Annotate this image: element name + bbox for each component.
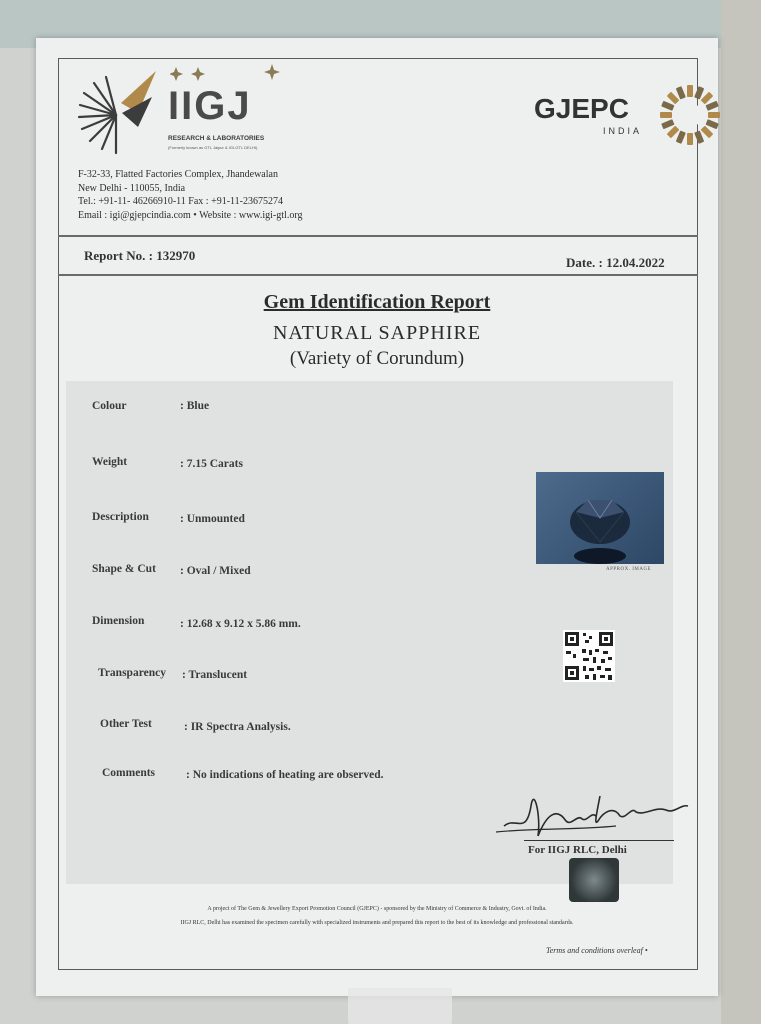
footer-project-line: A project of The Gem & Jewellery Export Promotion Council (GJEPC) - sponsored by the Ministry of Commerce & Industry, Govt. of India. (207, 906, 547, 912)
report-divider (58, 274, 698, 276)
report-title: Gem Identification Report (263, 291, 491, 313)
hologram-seal (569, 858, 619, 902)
signature-line (524, 840, 674, 841)
detail-label-transparency: Transparency (98, 667, 166, 679)
header-divider (58, 235, 698, 237)
gjepc-wordmark: GJEPC (534, 93, 629, 124)
footer-disclaimer-line: IIGJ RLC, Delhi has examined the specimen carefully with specialized instruments and prepared this report to the best of its knowledge and professional standards. (180, 920, 574, 926)
detail-value-transparency: : Translucent (182, 669, 248, 681)
detail-label-comments: Comments (102, 767, 156, 779)
report-date: Date. : 12.04.2022 (566, 255, 665, 270)
lab-former-name: (Formerly known as GTL Jaipur & IGI-GTL DELHI) (168, 145, 258, 150)
detail-label-weight: Weight (92, 456, 128, 468)
qr-code-icon[interactable] (563, 630, 615, 682)
gjepc-country: INDIA (603, 126, 643, 136)
gem-photo-caption: APPROX. IMAGE (606, 567, 652, 572)
gem-photo (536, 472, 664, 564)
detail-value-description: : Unmounted (180, 513, 245, 525)
address-line: Email : igi@gjepcindia.com • Website : www.igi-gtl.org (78, 209, 303, 221)
detail-label-other-test: Other Test (100, 718, 152, 730)
detail-value-other-test: : IR Spectra Analysis. (184, 721, 291, 733)
detail-value-shape: : Oval / Mixed (180, 565, 251, 577)
stars-icon (170, 64, 280, 84)
detail-label-shape: Shape & Cut (92, 563, 156, 575)
signature-icon (496, 776, 696, 846)
gjepc-emblem-icon (658, 83, 722, 147)
backdrop-board (721, 0, 761, 1024)
address-line: New Delhi - 110055, India (78, 182, 186, 194)
detail-value-comments: : No indications of heating are observed. (186, 769, 384, 781)
report-number: Report No. : 132970 (84, 248, 196, 263)
address-line: F-32-33, Flatted Factories Complex, Jhandewalan (78, 169, 278, 180)
gem-variety: (Variety of Corundum) (289, 348, 465, 369)
detail-label-colour: Colour (92, 400, 127, 412)
detail-value-weight: : 7.15 Carats (180, 458, 243, 470)
detail-label-description: Description (92, 511, 149, 523)
signature-authority: For IIGJ RLC, Delhi (528, 844, 627, 856)
detail-value-dimension: : 12.68 x 9.12 x 5.86 mm. (180, 618, 301, 630)
detail-value-colour: : Blue (180, 400, 210, 412)
lab-tagline: RESEARCH & LABORATORIES (168, 135, 265, 142)
lab-address (78, 168, 302, 222)
gem-name: NATURAL SAPPHIRE (272, 322, 482, 344)
iigj-sunburst-logo-icon (76, 63, 166, 158)
certificate-paper (36, 38, 718, 996)
display-clip (348, 988, 452, 1024)
terms-note: Terms and conditions overleaf • (546, 946, 648, 955)
sapphire-gem-icon (536, 472, 664, 564)
detail-label-dimension: Dimension (92, 615, 145, 627)
address-line: Tel.: +91-11- 46266910-11 Fax : +91-11-23675274 (78, 196, 283, 207)
iigj-wordmark: IIGJ (168, 84, 252, 128)
